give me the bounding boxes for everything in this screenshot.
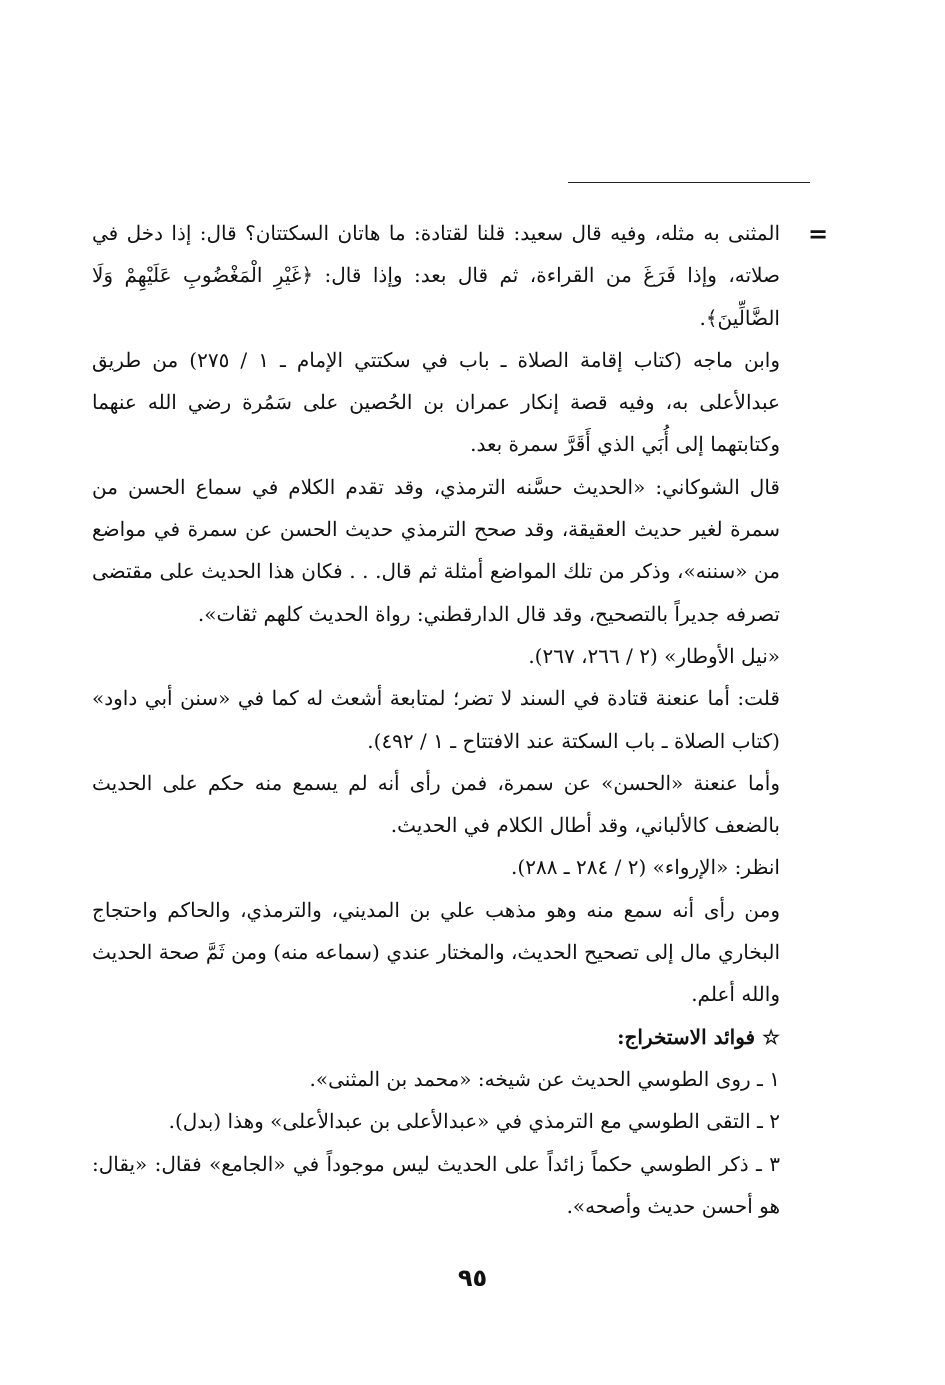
page-number: ٩٥ [457, 1264, 488, 1292]
benefit-item-1: ١ ـ روى الطوسي الحديث عن شيخه: «محمد بن المثنى». [309, 1066, 780, 1091]
paragraph-ibn-majah: وابن ماجه (كتاب إقامة الصلاة ـ باب في سكتتي الإمام ـ ١ / ٢٧٥) من طريق عبدالأعلى به، وفيه قصة إنكار عمران بن الحُصين على سَمُرة رضي الله عنهما وكتابتهما إلى أُبَي الذي أَقَرَّ سمرة بعد. [92, 347, 781, 457]
paragraph-nayl-reference: «نيل الأوطار» (٢ / ٢٦٦، ٢٦٧). [528, 643, 780, 668]
benefit-item-3: ٣ ـ ذكر الطوسي حكماً زائداً على الحديث ليس موجوداً في «الجامع» فقال: «يقال: هو أحسن حديث وأصحه». [92, 1151, 780, 1218]
paragraph-irwa-reference: انظر: «الإرواء» (٢ / ٢٨٤ ـ ٢٨٨). [511, 855, 780, 880]
paragraph-hadith-continuation: المثنى به مثله، وفيه قال سعيد: قلنا لقتادة: ما هاتان السكتتان؟ قال: إذا دخل في صلاته، وإذا فَرَغَ من القراءة، ثم قال بعد: وإذا قال: ﴿غَيْرِ الْمَغْضُوبِ عَلَيْهِمْ وَلَا الضَّالِّينَ﴾. [92, 221, 780, 330]
continuation-mark: = [808, 219, 829, 248]
footnote-separator-rule [568, 182, 810, 183]
paragraph-sama-opinion: ومن رأى أنه سمع منه وهو مذهب علي بن المديني، والترمذي، والحاكم واحتجاج البخاري مال إلى تصحيح الحديث، والمختار عندي (سماعه منه) ومن ثَمَّ صحة الحديث والله أعلم. [92, 897, 780, 1007]
paragraph-hasan-anana: وأما عنعنة «الحسن» عن سمرة، فمن رأى أنه لم يسمع منه حكم على الحديث بالضعف كالألباني، وقد أطال الكلام في الحديث. [92, 770, 780, 838]
paragraph-shawkani-quote: قال الشوكاني: «الحديث حسَّنه الترمذي، وقد تقدم الكلام في سماع الحسن من سمرة لغير حديث العقيقة، وقد صحح الترمذي حديث الحسن عن سمرة في مواضع من «سننه»، وذكر من تلك المواضع أمثلة ثم قال. . . فكان هذا الحديث على مقتضى تصرفه جديراً بالتصحيح، وقد قال الدارقطني: رواة الحديث كلهم ثقات». [92, 474, 780, 626]
footnote-text [92, 212, 780, 1227]
paragraph-qultu: قلت: أما عنعنة قتادة في السند لا تضر؛ لمتابعة أشعث له كما في «سنن أبي داود» (كتاب الصلاة ـ باب السكتة عند الافتتاح ـ ١ / ٤٩٢). [92, 686, 780, 753]
benefit-item-2: ٢ ـ التقى الطوسي مع الترمذي في «عبدالأعلى بن عبدالأعلى» وهذا (بدل). [168, 1109, 780, 1134]
section-heading-benefits: ☆ فوائد الاستخراج: [617, 1024, 780, 1049]
